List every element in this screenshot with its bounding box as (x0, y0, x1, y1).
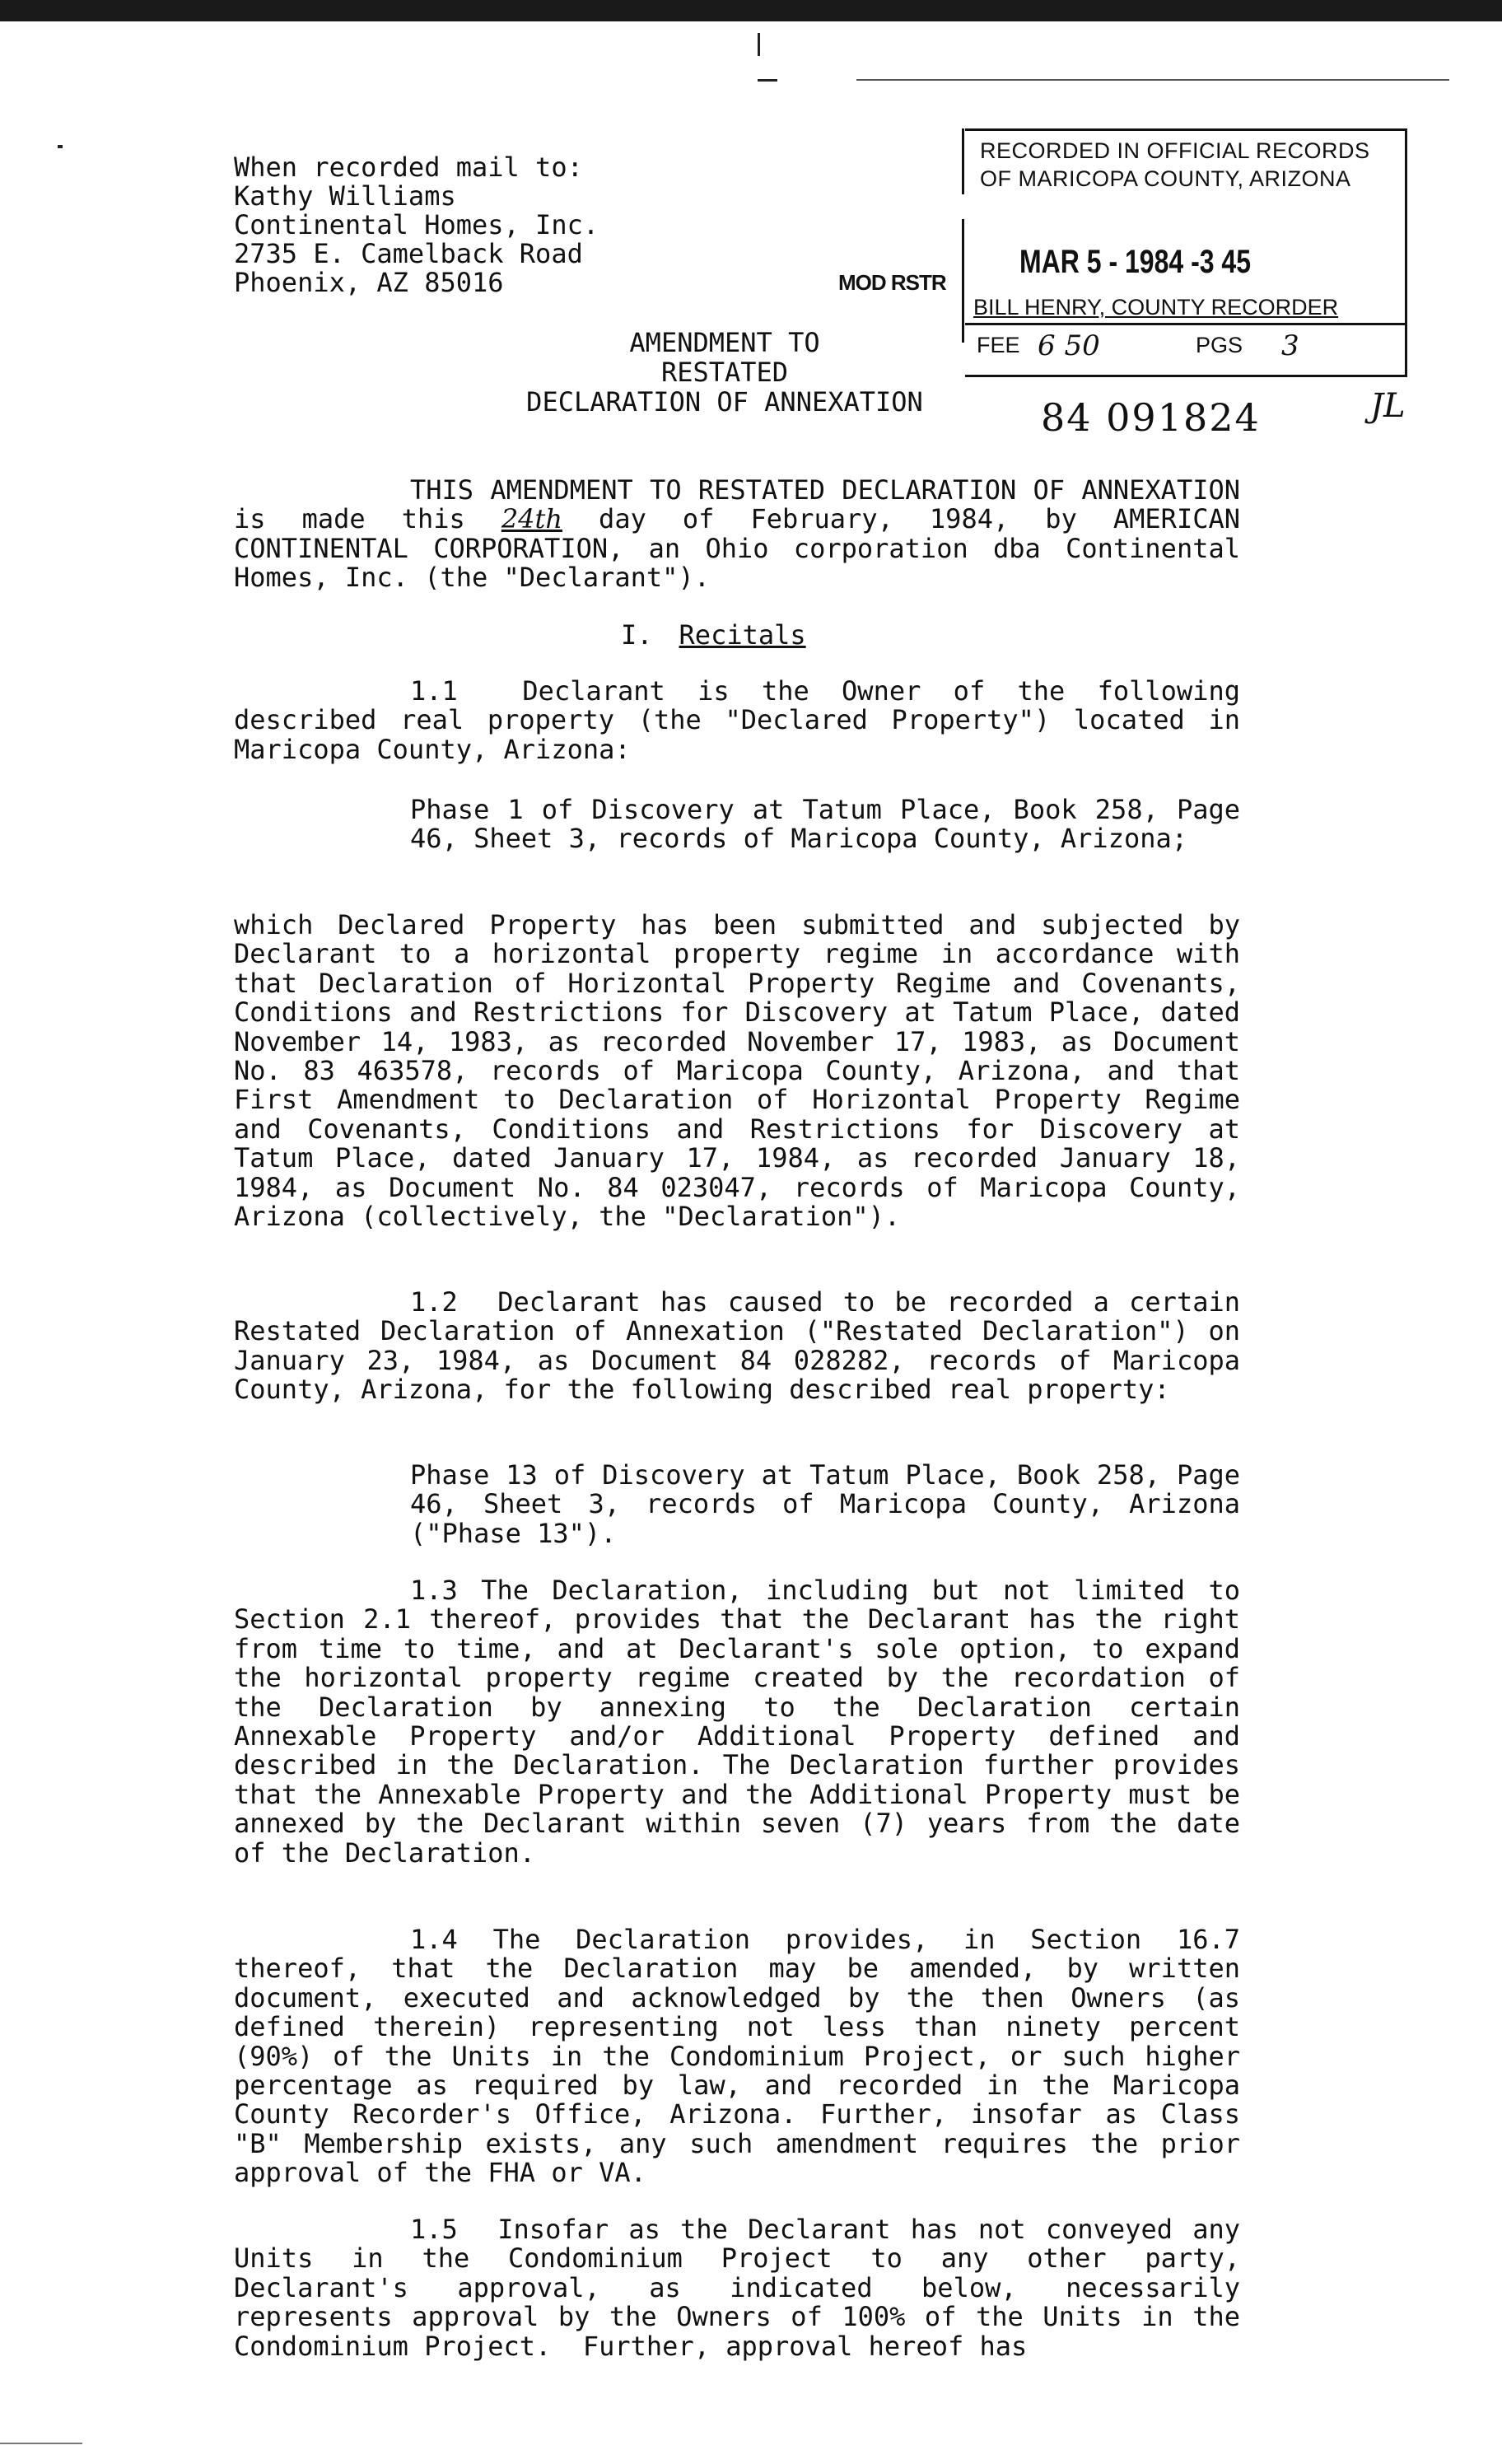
handwritten-initials: JL (1370, 387, 1406, 425)
intro-paragraph (234, 474, 1257, 594)
section-heading (621, 619, 806, 651)
document-title-line-2: RESTATED (660, 357, 789, 388)
stamp-date: MAR 5 - 1984 -3 45 (1019, 244, 1252, 280)
handwritten-day: 24th (501, 503, 562, 535)
stamp-fee-label: FEE (977, 333, 1020, 357)
document-number: 84 091824 (1041, 395, 1261, 440)
scan-speck (856, 79, 1449, 81)
recital-1-3-text: 1.3 The Declaration, including but not limited to Section 2.1 thereof, provides that the Declarant has the right from time to time, and at Declarant's sole option, to expand the horizontal property regime created by the recordation of the Declaration by annexing to the Declaration certain Annexable Property and/or Additional Property defined and described in the Declaration. The Declaration further provides that the Annexable Property and the Additional Property must be annexed by the Declarant within seven (7) years from the date of the Declaration. (234, 1575, 1257, 1869)
stamp-pgs-label: PGS (1196, 333, 1243, 357)
scan-speck (758, 79, 777, 82)
recital-1-1-continuation: which Declared Property has been submitted and subjected by Declarant to a horizontal property regime in accordance with that Declaration of Horizontal Property Regime and Covenants, Conditions and Restrictions for Discovery at Tatum Place, dated November 14, 1983, as recorded November 17, 1983, as Document No. 83 463578, records of Maricopa County, Arizona, and that First Amendment to Declaration of Horizontal Property Regime and Covenants, Conditions and Restrictions for Discovery at Tatum Place, dated January 17, 1984, as recorded January 18, 1984, as Document No. 84 023047, records of Maricopa County, Arizona (collectively, the "Declaration"). (234, 909, 1257, 1233)
scan-speck (0, 2443, 82, 2444)
stamp-fee-value: 6 50 (1038, 329, 1100, 362)
mod-rstr-mark: MOD RSTR (838, 270, 946, 295)
mailing-address-block (234, 153, 695, 297)
recital-1-2 (234, 1286, 1257, 1406)
stamp-county-line: OF MARICOPA COUNTY, ARIZONA (980, 166, 1351, 191)
section-number: I. (621, 619, 653, 651)
recital-1-2-legal-description: Phase 13 of Discovery at Tatum Place, Book 258, Page 46, Sheet 3, records of Maricopa County, Arizona ("Phase 13"). (410, 1459, 1257, 1549)
recital-1-4 (234, 1924, 1257, 2189)
scan-speck (58, 145, 63, 148)
stamp-pgs-value: 3 (1281, 329, 1299, 362)
recital-1-2-text: 1.2 Declarant has caused to be recorded a certain Restated Declaration of Annexation ("Restated Declaration") on January 23, 1984, as Document 84 028282, records of Maricopa County, Arizona, for the following described real property: (234, 1286, 1257, 1406)
recital-1-4-text: 1.4 The Declaration provides, in Section 16.7 thereof, that the Declaration may be amended, by written document, executed and acknowledged by the then Owners (as defined therein) representing not less than ninety percent (90%) of the Units in the Condominium Project, or such higher percentage as required by law, and recorded in the Maricopa County Recorder's Office, Arizona. Further, insofar as Class "B" Membership exists, any such amendment requires the prior approval of the FHA or VA. (234, 1924, 1257, 2189)
stamp-recorder: BILL HENRY, COUNTY RECORDER (973, 295, 1339, 320)
recorder-stamp (965, 128, 1405, 376)
mailing-line: Continental Homes, Inc. (234, 209, 599, 240)
stamp-divider (965, 323, 1405, 325)
recital-1-3 (234, 1575, 1257, 1869)
intro-text-2: day of February, 1984, by AMERICAN CONTINENTAL CORPORATION, an Ohio corporation dba Continental Homes, Inc. (the "Declarant"). (234, 503, 1257, 594)
scan-speck (758, 33, 760, 56)
mailing-line: Phoenix, AZ 85016 (234, 267, 504, 298)
document-title-line-3: DECLARATION OF ANNEXATION (526, 386, 923, 418)
scan-border-top (0, 0, 1502, 21)
recital-1-5-text: 1.5 Insofar as the Declarant has not conveyed any Units in the Condominium Project to any other party, Declarant's approval, as indicated below, necessarily represents approval by the Owners of 100% of the Units in the Condominium Project. Further, approval hereof has (234, 2214, 1257, 2362)
intro-text-1: THIS AMENDMENT TO RESTATED DECLARATION OF ANNEXATION is made this (234, 474, 1257, 535)
mailing-line: Kathy Williams (234, 180, 456, 212)
section-label: Recitals (679, 619, 806, 651)
mailing-line: 2735 E. Camelback Road (234, 238, 583, 269)
document-title-line-1: AMENDMENT TO (629, 327, 820, 358)
stamp-border-left (962, 219, 964, 343)
stamp-recorded-line: RECORDED IN OFFICIAL RECORDS (980, 138, 1370, 163)
mailing-line: When recorded mail to: (234, 152, 583, 183)
recital-1-1-text: 1.1 Declarant is the Owner of the following described real property (the "Declared Property") located in Maricopa County, Arizona: (234, 675, 1257, 765)
recital-1-1 (234, 675, 1257, 765)
recital-1-5 (234, 2214, 1257, 2362)
stamp-border-left (962, 128, 964, 194)
recital-1-1-legal-description: Phase 1 of Discovery at Tatum Place, Book 258, Page 46, Sheet 3, records of Maricopa County, Arizona; (410, 794, 1257, 855)
